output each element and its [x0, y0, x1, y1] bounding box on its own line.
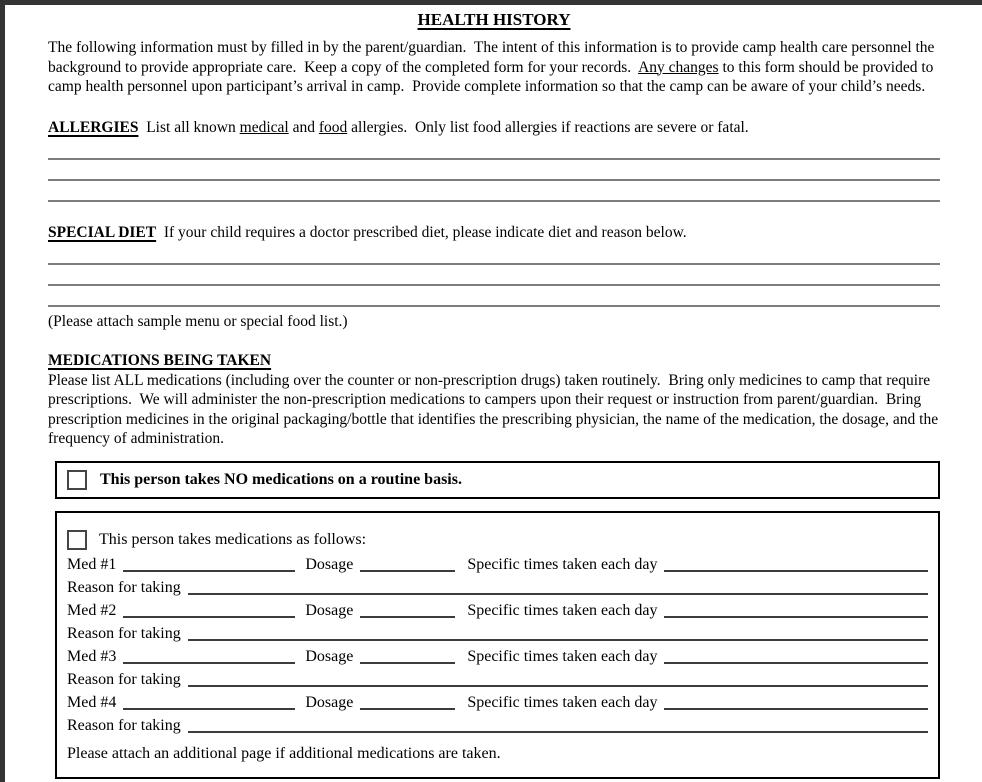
allergies-text-1: List all known [138, 118, 240, 136]
special-diet-fill-line-3[interactable] [48, 286, 940, 307]
med-reason-row-2 [67, 621, 928, 644]
med-2-dosage-field[interactable] [360, 602, 455, 618]
med-4-times-field[interactable] [664, 694, 928, 710]
medications-box-footer: Please attach an additional page if additional medications are taken. [67, 744, 501, 762]
allergies-fill-line-3[interactable] [48, 181, 940, 202]
med-1-dosage-field[interactable] [360, 556, 455, 572]
med-3-name-field[interactable] [123, 648, 295, 664]
special-diet-heading: SPECIAL DIET [48, 223, 157, 241]
med-3-label: Med #3 [67, 647, 117, 665]
medications-list-box [55, 511, 940, 779]
med-3-reason-label: Reason for taking [67, 670, 181, 688]
allergies-heading-line [48, 118, 940, 138]
allergies-text-3: allergies. Only list food allergies if reactions are severe or fatal. [347, 118, 749, 136]
med-3-dosage-label: Dosage [305, 647, 354, 665]
med-1-reason-field[interactable] [188, 579, 928, 595]
med-row-2 [67, 598, 928, 621]
med-2-label: Med #2 [67, 601, 117, 619]
med-1-label: Med #1 [67, 555, 117, 573]
med-4-reason-field[interactable] [188, 717, 928, 733]
medications-heading: MEDICATIONS BEING TAKEN [48, 351, 272, 369]
med-1-name-field[interactable] [123, 556, 295, 572]
med-1-times-label: Specific times taken each day [467, 555, 658, 573]
med-row-1 [67, 552, 928, 575]
no-medications-box [55, 461, 940, 499]
intro-underlined-text: Any changes [638, 58, 719, 76]
takes-medications-label: This person takes medications as follows: [99, 530, 367, 548]
med-1-times-field[interactable] [664, 556, 928, 572]
allergies-text-2: and [288, 118, 319, 136]
no-medications-label: This person takes NO medications on a routine basis. [100, 470, 462, 488]
med-2-name-field[interactable] [123, 602, 295, 618]
allergies-underlined-food: food [318, 118, 348, 136]
special-diet-text: If your child requires a doctor prescribed diet, please indicate diet and reason below. [156, 223, 687, 241]
med-1-dosage-label: Dosage [305, 555, 354, 573]
med-4-label: Med #4 [67, 693, 117, 711]
special-diet-heading-line [48, 223, 940, 243]
med-2-times-label: Specific times taken each day [467, 601, 658, 619]
med-2-reason-label: Reason for taking [67, 624, 181, 642]
med-1-reason-label: Reason for taking [67, 578, 181, 596]
medications-heading-line [48, 351, 940, 371]
med-2-times-field[interactable] [664, 602, 928, 618]
intro-text-2: to this form should be provided to camp health personnel upon participant’s arrival in camp. Provide complete information so that the camp can be aware of your child’s needs. [48, 58, 938, 95]
takes-medications-row [67, 528, 928, 552]
med-3-reason-field[interactable] [188, 671, 928, 687]
special-diet-write-lines [48, 243, 940, 307]
med-2-dosage-label: Dosage [305, 601, 354, 619]
no-medications-checkbox[interactable] [67, 470, 87, 490]
med-row-4 [67, 690, 928, 713]
page-title [48, 10, 940, 30]
med-2-reason-field[interactable] [188, 625, 928, 641]
intro-paragraph [48, 38, 940, 97]
special-diet-fill-line-2[interactable] [48, 265, 940, 286]
allergies-fill-line-2[interactable] [48, 160, 940, 181]
med-3-times-label: Specific times taken each day [467, 647, 658, 665]
page-title-text: HEALTH HISTORY [417, 10, 571, 29]
special-diet-note: (Please attach sample menu or special food list.) [48, 312, 348, 330]
allergies-fill-line-1[interactable] [48, 138, 940, 160]
med-reason-row-1 [67, 575, 928, 598]
special-diet-fill-line-1[interactable] [48, 243, 940, 265]
med-4-times-label: Specific times taken each day [467, 693, 658, 711]
takes-medications-checkbox[interactable] [67, 530, 87, 550]
med-row-3 [67, 644, 928, 667]
med-4-dosage-field[interactable] [360, 694, 455, 710]
allergies-underlined-medical: medical [239, 118, 289, 136]
med-4-dosage-label: Dosage [305, 693, 354, 711]
medications-intro-paragraph: Please list ALL medications (including over the counter or non-prescription drugs) taken routinely. Bring only medicines to camp that require prescriptions. We will administer the non-prescription medications to campers upon their request or instruction from parent/guardian. Bring prescription medicines in the original packaging/bottle that identifies the prescribing physician, the name of the medication, the dosage, and the frequency of administration. [48, 371, 942, 447]
allergies-write-lines [48, 138, 940, 202]
med-reason-row-3 [67, 667, 928, 690]
med-4-reason-label: Reason for taking [67, 716, 181, 734]
allergies-heading: ALLERGIES [48, 118, 139, 136]
med-4-name-field[interactable] [123, 694, 295, 710]
med-3-dosage-field[interactable] [360, 648, 455, 664]
med-reason-row-4 [67, 713, 928, 736]
med-3-times-field[interactable] [664, 648, 928, 664]
intro-text-1: The following information must by filled in by the parent/guardian. The intent of this information is to provide camp health care personnel the background to provide appropriate care. Keep a copy of the completed form for your records. [48, 39, 939, 76]
